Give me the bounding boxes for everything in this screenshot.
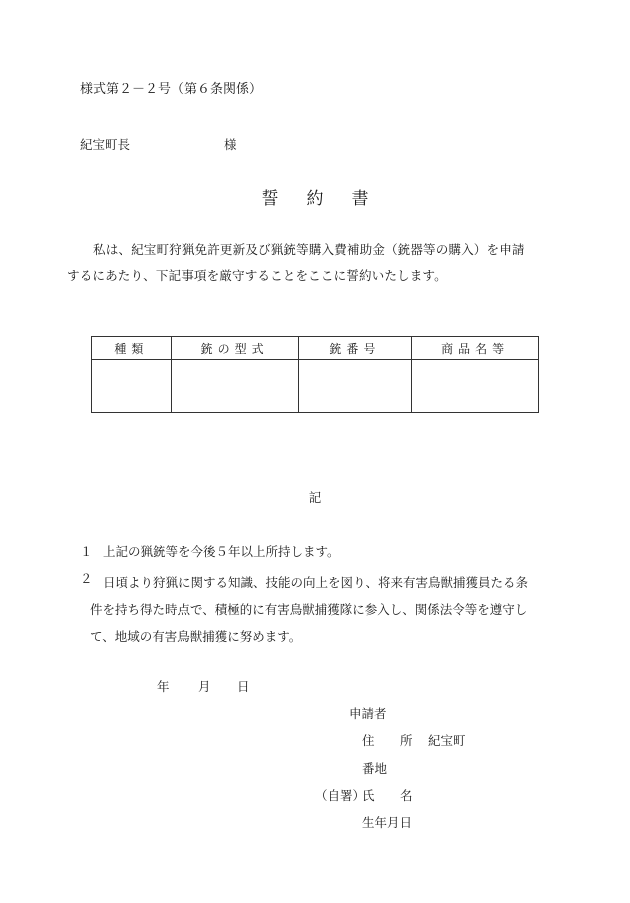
birthdate-label: 生年月日 (362, 815, 413, 830)
header-product-name: 商品名等 (412, 337, 539, 360)
self-sign-label: （自署） (315, 788, 366, 803)
cell-gun-number[interactable] (298, 360, 412, 413)
addressee-mayor: 紀宝町長 (80, 137, 131, 152)
table-row (92, 360, 539, 413)
header-type: 種類 (92, 337, 172, 360)
cell-type[interactable] (92, 360, 172, 413)
item-1-number: １ (80, 544, 93, 559)
addressee-honorific: 様 (224, 137, 237, 152)
firearm-table (91, 336, 539, 413)
address-banchi: 番地 (362, 761, 388, 776)
date-day: 日 (237, 679, 250, 694)
header-gun-model: 銃の型式 (171, 337, 298, 360)
cell-product-name[interactable] (412, 360, 539, 413)
item-2-number: ２ (80, 571, 93, 586)
ki-heading: 記 (308, 490, 322, 505)
date-year: 年 (157, 679, 170, 694)
address-label-2: 所 (400, 733, 413, 748)
item-1-text: 上記の猟銃等を今後５年以上所持します。 (103, 544, 340, 559)
intro-line-1: 私は、紀宝町狩猟免許更新及び猟銃等購入費補助金（銃器等の購入）を申請 (93, 242, 525, 257)
item-2-text (90, 569, 563, 650)
date-month: 月 (198, 679, 211, 694)
item-2-line-3: て、地域の有害鳥獣捕獲に努めます。 (90, 629, 302, 644)
name-label-2: 名 (400, 788, 413, 803)
cell-gun-model[interactable] (171, 360, 298, 413)
title-char-2: 約 (306, 189, 324, 209)
address-label-1: 住 (362, 733, 375, 748)
header-gun-number: 銃番号 (298, 337, 412, 360)
title-char-3: 書 (351, 189, 369, 209)
item-2-line-1: 日頃より狩猟に関する知識、技能の向上を図り、将来有害鳥獣捕獲員たる条 (103, 575, 529, 590)
applicant-label: 申請者 (349, 706, 387, 721)
title-char-1: 誓 (261, 189, 279, 209)
table-header-row (92, 337, 539, 360)
intro-paragraph (67, 237, 555, 289)
item-2-line-2: 件を持ち得た時点で、積極的に有害鳥獣捕獲隊に参入し、関係法令等を遵守し (90, 602, 528, 617)
address-town: 紀宝町 (428, 733, 466, 748)
intro-line-2: するにあたり、下記事項を厳守することをここに誓約いたします。 (67, 268, 447, 283)
name-label-1: 氏 (362, 788, 375, 803)
form-number: 様式第２－２号（第６条関係） (80, 82, 263, 97)
document-title (0, 184, 630, 209)
